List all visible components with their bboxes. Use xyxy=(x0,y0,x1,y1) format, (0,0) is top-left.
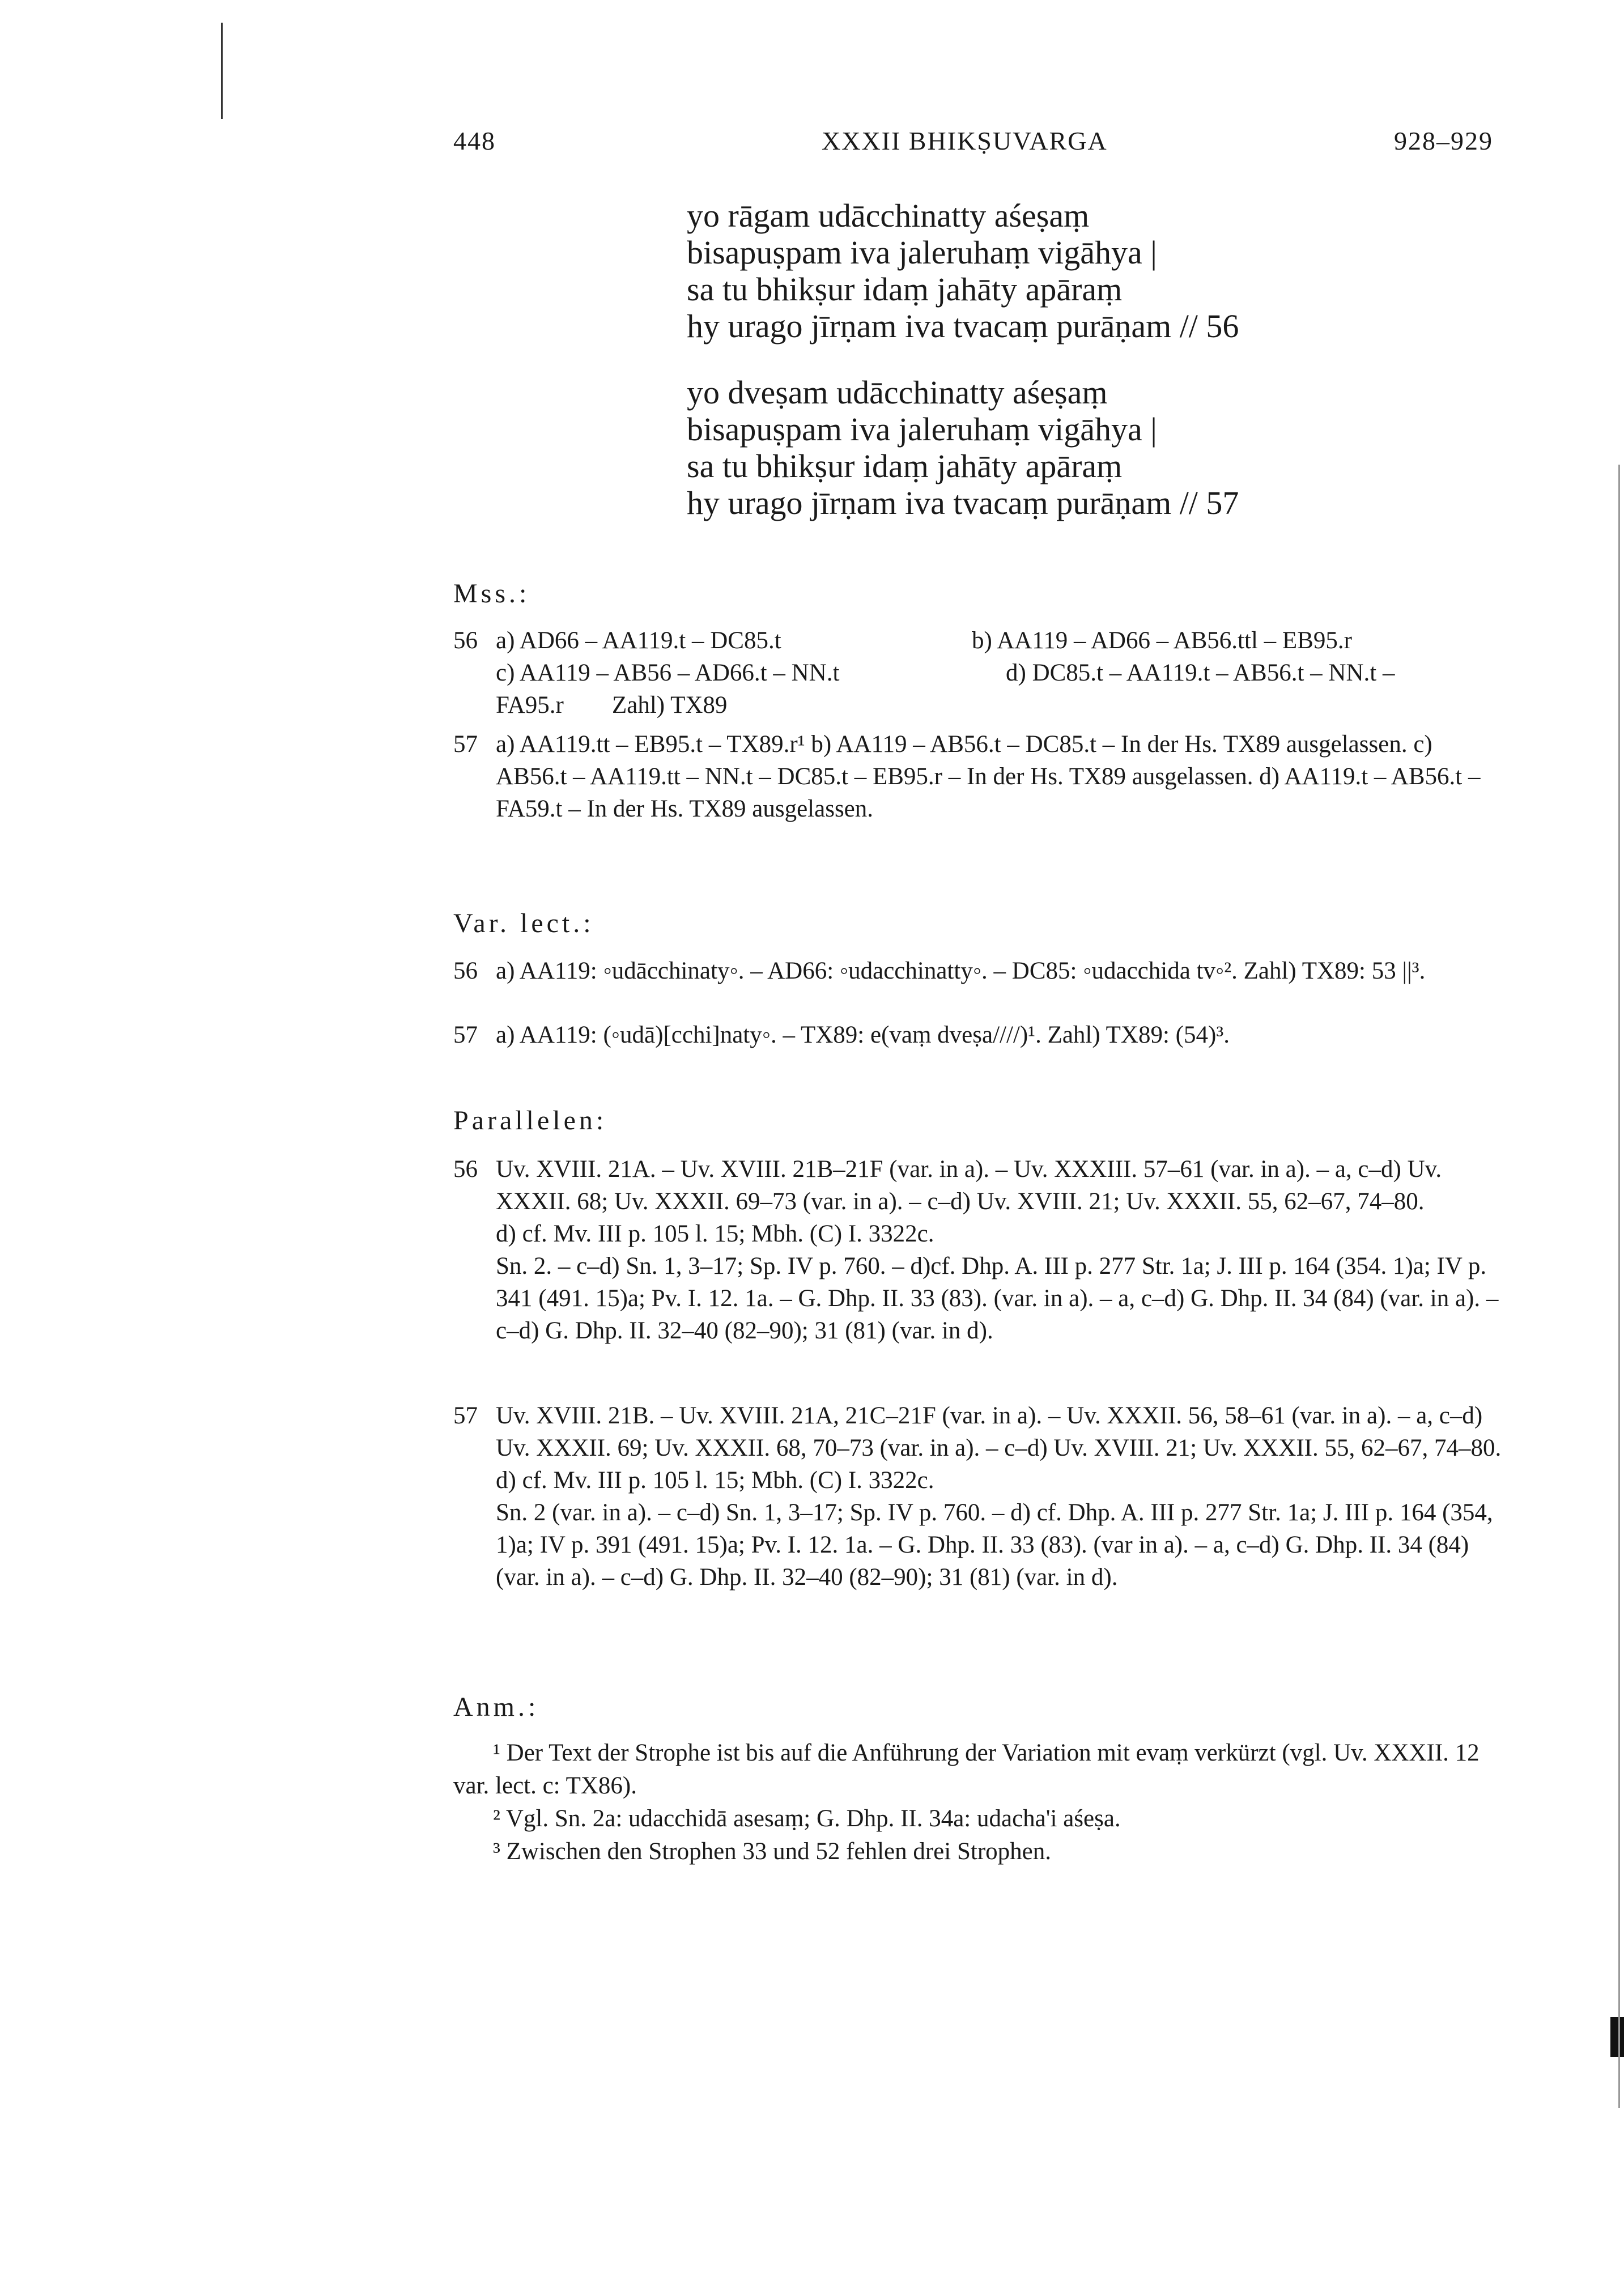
chapter-title: XXXII BHIKṢUVARGA xyxy=(822,126,1108,155)
parallel-para: Sn. 2. – c–d) Sn. 1, 3–17; Sp. IV p. 760. – d)cf. Dhp. A. III p. 277 Str. 1a; J. III p. 164 (354. 1)a; IV p. 341 (491. 15)a; Pv. I. 12. 1a. – G. Dhp. II. 33 (83). (var. in a). – a, c–d) G. Dhp. II. 34 (84) (var. in a). – c–d) G. Dhp. II. 32–40 (82–90); 31 (81) (var. in d). xyxy=(496,1253,1499,1344)
verse-line: yo dveṣam udācchinatty aśeṣaṃ xyxy=(687,374,1108,411)
entry-number: 56 xyxy=(453,627,478,654)
var-lect-text: a) AA119: (◦udā)[cchi]naty◦. – TX89: e(vaṃ dveṣa////)¹. Zahl) TX89: (54)³. xyxy=(496,1022,1230,1048)
var-lect-text: a) AA119: ◦udācchinaty◦. – AD66: ◦udacchinatty◦. – DC85: ◦udacchida tv◦². Zahl) TX89: 53 ||³. xyxy=(496,958,1426,984)
entry-number: 56 xyxy=(453,1156,478,1183)
var-lect-entry-56 xyxy=(453,955,1507,987)
entry-number: 57 xyxy=(453,731,478,758)
parallelen-label: Parallelen: xyxy=(453,1106,607,1136)
verse-line: bisapuṣpam iva jaleruhaṃ vigāhya | xyxy=(687,411,1157,448)
footnote-2: ² Vgl. Sn. 2a: udacchidā asesaṃ; G. Dhp. II. 34a: udacha'i aśeṣa. xyxy=(493,1805,1121,1832)
anm-label: Anm.: xyxy=(453,1692,539,1722)
parallel-para: Sn. 2 (var. in a). – c–d) Sn. 1, 3–17; Sp. IV p. 760. – d) cf. Dhp. A. III p. 277 Str. 1a; J. III p. 164 (354, 1)a; IV p. 391 (491. 15)a; Pv. I. 12. 1a. – G. Dhp. II. 33 (83). (var in a). – a, c–d) G. Dhp. II. 34 (84) (var. in a). – c–d) G. Dhp. II. 32–40 (82–90); 31 (81) (var. in d). xyxy=(496,1499,1493,1591)
parallel-para: d) cf. Mv. III p. 105 l. 15; Mbh. (C) I. 3322c. xyxy=(496,1467,934,1494)
scan-edge-mark xyxy=(1610,2017,1624,2057)
parallel-para: Uv. XVIII. 21B. – Uv. XVIII. 21A, 21C–21F (var. in a). – Uv. XXXII. 56, 58–61 (var. in a). – a, c–d) Uv. XXXII. 69; Uv. XXXII. 68, 70–73 (var. in a). – c–d) Uv. XVIII. 21; Uv. XXXII. 55, 62–67, 74–80. xyxy=(496,1402,1502,1461)
var-lect-entry-57 xyxy=(453,1019,1507,1051)
verse-line: bisapuṣpam iva jaleruhaṃ vigāhya | xyxy=(687,234,1157,271)
mss-label: Mss.: xyxy=(453,579,530,609)
entry-number: 56 xyxy=(453,958,478,984)
entry-number: 57 xyxy=(453,1022,478,1048)
mss-line: b) AA119 – AD66 – AB56.ttl – EB95.r xyxy=(972,627,1352,654)
scan-edge-line xyxy=(221,23,223,119)
footnotes xyxy=(453,1737,1507,1868)
footnote-1: ¹ Der Text der Strophe ist bis auf die Anführung der Variation mit evaṃ verkürzt (vgl. Uv. XXXII. 12 var. lect. c: TX86). xyxy=(453,1740,1480,1799)
verse-range: 928–929 xyxy=(1394,126,1493,155)
footnote-3: ³ Zwischen den Strophen 33 und 52 fehlen drei Strophen. xyxy=(493,1838,1051,1865)
verse-56 xyxy=(687,197,1239,345)
var-lect-label: Var. lect.: xyxy=(453,908,594,938)
running-header xyxy=(0,126,1624,165)
parallelen-entry-57 xyxy=(453,1400,1507,1593)
parallel-para: Uv. XVIII. 21A. – Uv. XVIII. 21B–21F (var. in a). – Uv. XXXIII. 57–61 (var. in a). – a, c–d) Uv. XXXII. 68; Uv. XXXII. 69–73 (var. in a). – c–d) Uv. XVIII. 21; Uv. XXXII. 55, 62–67, 74–80. xyxy=(496,1156,1442,1215)
verse-line: sa tu bhikṣur idaṃ jahāty apāraṃ xyxy=(687,271,1123,308)
mss-entry-56 xyxy=(453,624,1507,721)
mss-line: Zahl) TX89 xyxy=(612,692,728,718)
verse-line: hy urago jīrṇam iva tvacaṃ purāṇam // 57 xyxy=(687,484,1239,521)
parallelen-entry-56 xyxy=(453,1153,1507,1347)
verse-line: yo rāgam udācchinatty aśeṣaṃ xyxy=(687,197,1090,234)
mss-line: d) DC85.t – AA119.t – AB56.t – NN.t – xyxy=(1006,660,1395,686)
verse-line: sa tu bhikṣur idaṃ jahāty apāraṃ xyxy=(687,448,1123,484)
verse-line: hy urago jīrṇam iva tvacaṃ purāṇam // 56 xyxy=(687,308,1239,345)
verse-57 xyxy=(687,374,1239,521)
parallel-para: d) cf. Mv. III p. 105 l. 15; Mbh. (C) I. 3322c. xyxy=(496,1221,934,1247)
mss-text: a) AA119.tt – EB95.t – TX89.r¹ b) AA119 – AB56.t – DC85.t – In der Hs. TX89 ausgelassen. c) AB56.t – AA119.tt – NN.t – DC85.t – EB95.r – In der Hs. TX89 ausgelassen. d) AA119.t – AB56.t – FA59.t – In der Hs. TX89 ausgelassen. xyxy=(496,731,1481,822)
page-number: 448 xyxy=(453,126,496,155)
mss-line: FA95.r xyxy=(496,692,564,718)
mss-entry-57 xyxy=(453,728,1507,825)
mss-line: c) AA119 – AB56 – AD66.t – NN.t xyxy=(496,660,840,686)
entry-number: 57 xyxy=(453,1402,478,1429)
scan-edge-line-right xyxy=(1618,465,1620,2108)
mss-line: a) AD66 – AA119.t – DC85.t xyxy=(496,627,781,654)
